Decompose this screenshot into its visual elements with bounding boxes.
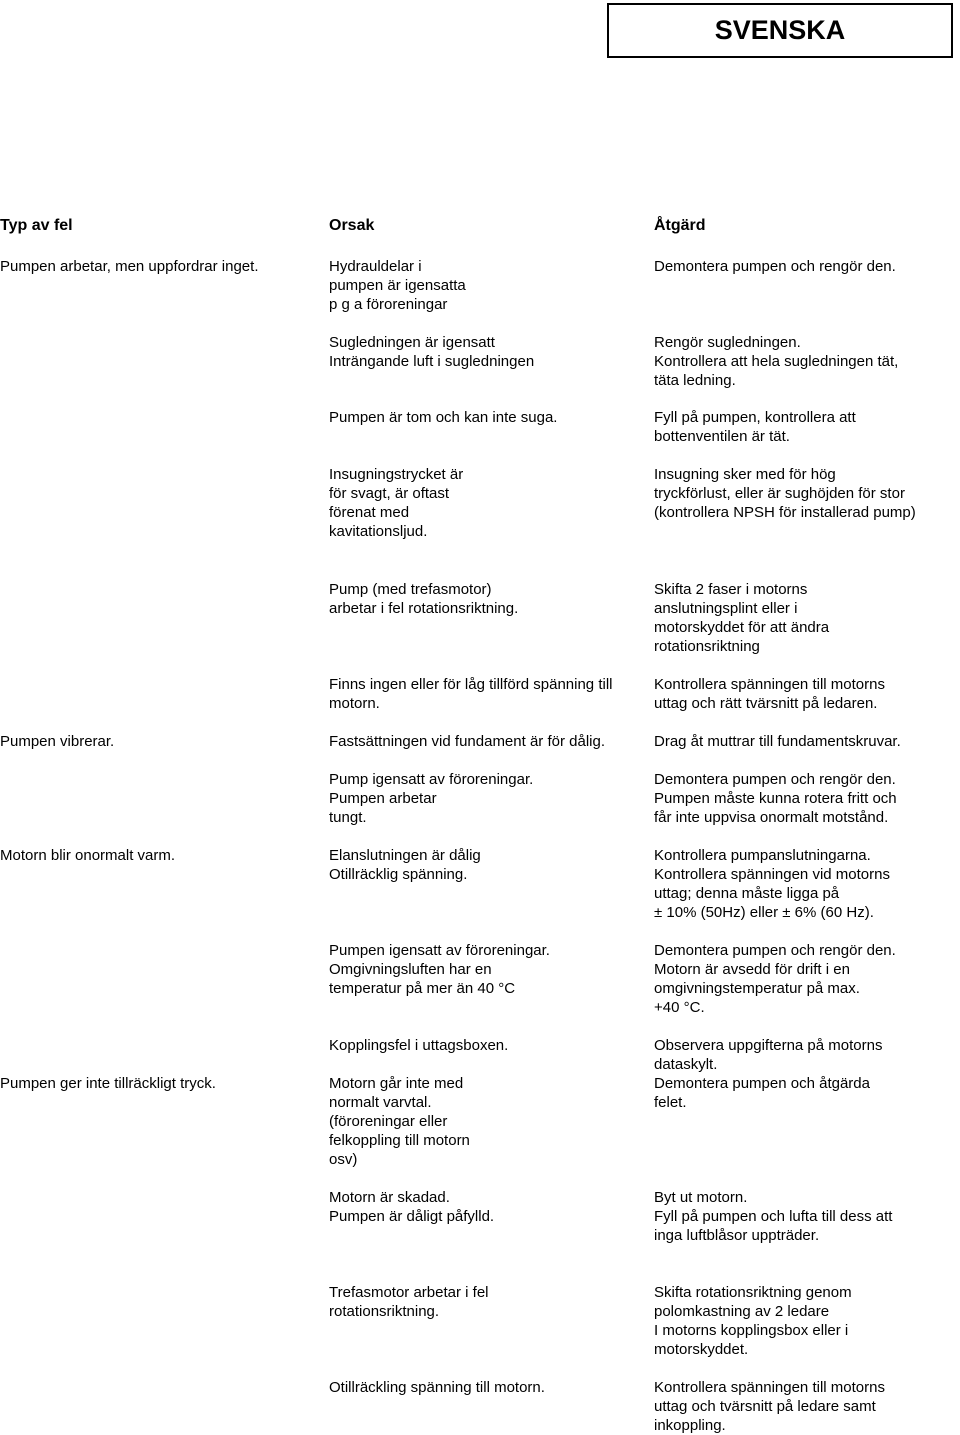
action-7: Drag åt muttrar till fundamentskruvar. — [654, 733, 901, 750]
header-cause: Orsak — [329, 217, 375, 234]
header-action: Åtgärd — [654, 217, 706, 234]
action-1: Demontera pumpen och rengör den. — [654, 258, 896, 275]
action-4: Insugning sker med för hög tryckförlust, eller är sughöjden för stor (kontrollera NPSH för installerad pump) — [654, 466, 916, 521]
fault-type-4: Pumpen ger inte tillräckligt tryck. — [0, 1075, 216, 1092]
action-2: Rengör sugledningen. Kontrollera att hela sugledningen tät, täta ledning. — [654, 334, 899, 389]
action-11: Observera uppgifterna på motorns dataskylt. — [654, 1037, 883, 1073]
action-9: Kontrollera pumpanslutningarna. Kontrollera spänningen vid motorns uttag; denna måste ligga på ± 10% (50Hz) eller ± 6% (60 Hz). — [654, 847, 890, 921]
cause-12: Motorn går inte med normalt varvtal. (föroreningar eller felkoppling till motorn osv) — [329, 1075, 470, 1168]
cause-8: Pump igensatt av föroreningar. Pumpen arbetar tungt. — [329, 771, 534, 826]
action-3: Fyll på pumpen, kontrollera att bottenventilen är tät. — [654, 409, 856, 445]
action-13: Byt ut motorn. Fyll på pumpen och lufta till dess att inga luftblåsor uppträder. — [654, 1189, 893, 1244]
cause-5: Pump (med trefasmotor) arbetar i fel rotationsriktning. — [329, 581, 519, 617]
cause-1: Hydrauldelar i pumpen är igensatta p g a föroreningar — [329, 258, 466, 313]
cause-15: Otillräckling spänning till motorn. — [329, 1379, 545, 1396]
fault-type-1: Pumpen arbetar, men uppfordrar inget. — [0, 258, 259, 275]
action-12: Demontera pumpen och åtgärda felet. — [654, 1075, 870, 1111]
action-5: Skifta 2 faser i motorns anslutningsplint eller i motorskyddet för att ändra rotationsriktning — [654, 581, 830, 655]
action-14: Skifta rotationsriktning genom polomkastning av 2 ledare I motorns kopplingsbox eller i motorskyddet. — [654, 1284, 852, 1358]
cause-10: Pumpen igensatt av föroreningar. Omgivningsluften har en temperatur på mer än 40 °C — [329, 942, 550, 997]
cause-14: Trefasmotor arbetar i fel rotationsriktning. — [329, 1284, 489, 1320]
cause-3: Pumpen är tom och kan inte suga. — [329, 409, 558, 426]
action-10: Demontera pumpen och rengör den. Motorn är avsedd för drift i en omgivningstemperatur på max. +40 °C. — [654, 942, 896, 1016]
cause-11: Kopplingsfel i uttagsboxen. — [329, 1037, 509, 1054]
action-6: Kontrollera spänningen till motorns uttag och rätt tvärsnitt på ledaren. — [654, 676, 885, 712]
action-8: Demontera pumpen och rengör den. Pumpen måste kunna rotera fritt och får inte uppvisa onormalt motstånd. — [654, 771, 897, 826]
cause-2: Sugledningen är igensatt Inträngande luft i sugledningen — [329, 334, 535, 370]
fault-type-2: Pumpen vibrerar. — [0, 733, 115, 750]
cause-6: Finns ingen eller för låg tillförd spänning till motorn. — [329, 676, 613, 712]
cause-7: Fastsättningen vid fundament är för dålig. — [329, 733, 605, 750]
cause-13: Motorn är skadad. Pumpen är dåligt påfylld. — [329, 1189, 495, 1225]
action-15: Kontrollera spänningen till motorns uttag och tvärsnitt på ledare samt inkoppling. — [654, 1379, 885, 1434]
cause-9: Elanslutningen är dålig Otillräcklig spänning. — [329, 847, 481, 883]
language-label: SVENSKA — [607, 3, 953, 58]
header-fault-type: Typ av fel — [0, 217, 73, 234]
cause-4: Insugningstrycket är för svagt, är oftast förenat med kavitationsljud. — [329, 466, 464, 540]
fault-type-3: Motorn blir onormalt varm. — [0, 847, 176, 864]
